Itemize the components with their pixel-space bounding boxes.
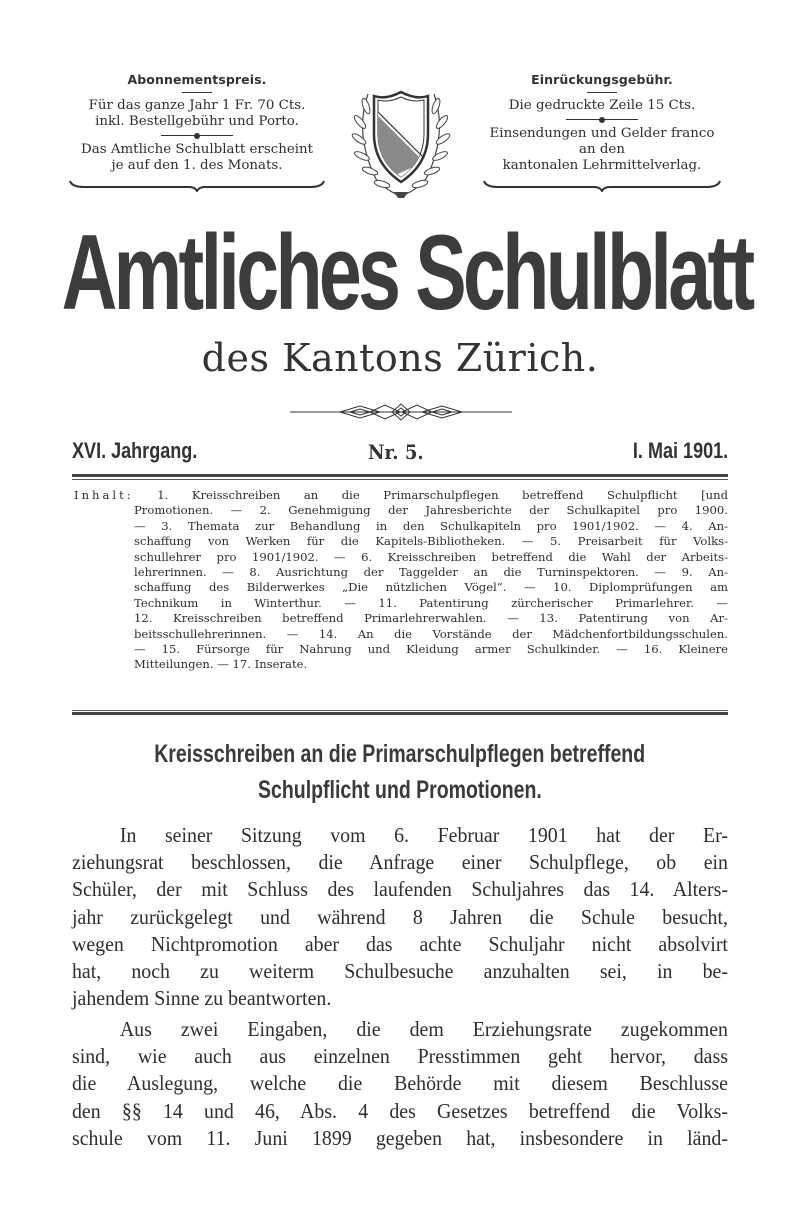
ornamental-divider-icon [290,400,512,424]
paragraph-line: jahendem Sinne zu beantworten. [72,986,332,1011]
issue-number: Nr. 5. [368,440,424,464]
publication-title: Amtliches Schulblatt [61,212,752,332]
volume-label: XVI. Jahrgang. [72,438,198,463]
zurich-coat-of-arms-icon [346,84,456,204]
insertion-heading: Einrückungsgebühr. [531,72,673,87]
insertion-info-box [466,72,738,192]
contents-line: 12. Kreisschreiben betreffend Primarlehrerwahlen. — 13. Patentirung von Ar- [134,611,728,626]
subscription-info-box [62,72,332,192]
paragraph-line: den §§ 14 und 46, Abs. 4 des Gesetzes betreffend die Volks- [72,1098,728,1123]
submission-line-2: an den [579,142,625,157]
contents-line: schaffung des Bilderwerkes „Die nützlichen Vögel“. — 10. Diplomprüfungen am [134,580,728,595]
paragraph-line: jahr zurückgelegt und während 8 Jahren die Schule besucht, [72,904,728,929]
publisher-line: kantonalen Lehrmittelverlag. [502,158,702,173]
double-rule-divider [72,710,728,716]
contents-line: — 3. Themata zur Behandlung in den Schulkapiteln pro 1901/1902. — 4. An- [134,518,728,533]
contents-line: Promotionen. — 2. Genehmigung der Jahresberichte der Schulkapitel pro 1900. [134,503,728,518]
paragraph-line: ziehungsrat beschlossen, die Anfrage einer Schulpflege, ob ein [72,850,728,875]
article-title [60,736,740,808]
paragraph-line: Aus zwei Eingaben, die dem Erziehungsrate zugekommen [119,1017,728,1041]
paragraph-line: die Auslegung, welche die Behörde mit diesem Beschlusse [72,1071,728,1096]
contents-line: schaffung von Werken für die Kapitels-Bibliotheken. — 5. Preisarbeit für Volks- [134,534,728,549]
curly-brace-icon [482,180,722,192]
publication-line: Das Amtliche Schulblatt erscheint [80,142,314,157]
divider [182,92,212,93]
contents-line: lehrerinnen. — 8. Ausrichtung der Taggelder an die Turninspektoren. — 9. An- [134,564,728,579]
paragraph-line: Schüler, der mit Schluss des laufenden Schuljahres das 14. Alters- [72,877,728,902]
issue-date: I. Mai 1901. [632,438,728,463]
article-paragraph [72,1016,728,1152]
double-rule-divider [72,474,728,480]
contents-line: — 15. Fürsorge für Nahrung und Kleidung armer Schulkinder. — 16. Kleinere [134,641,728,656]
publication-date-line: je auf den 1. des Monats. [111,158,283,173]
subscription-fee-line: inkl. Bestellgebühr und Porto. [95,114,299,129]
dot-divider-icon [566,115,638,124]
paragraph-line: wegen Nichtpromotion aber das achte Schuljahr nicht absolvirt [72,931,728,956]
article-paragraph [72,822,728,1012]
issue-info [72,438,728,468]
publication-subtitle: des Kantons Zürich. [201,336,599,380]
curly-brace-icon [68,180,326,192]
contents-line: Technikum in Winterthur. — 11. Patentirung zürcherischer Primarlehrer. — [134,595,728,610]
contents-line: beitsschullehrerinnen. — 14. An die Vorstände der Mädchenfortbildungsschulen. [134,626,728,641]
dot-divider-icon [161,131,233,140]
contents-line: Mitteilungen. — 17. Inserate. [134,657,308,672]
paragraph-line: In seiner Sitzung vom 6. Februar 1901 hat der Er- [119,823,728,847]
contents-label: Inhalt: [74,488,134,502]
divider [587,92,617,93]
contents-line: Inhalt: 1. Kreisschreiben an die Primarschulpflegen betreffend Schulpflicht [und [74,488,728,502]
subscription-heading: Abonnementspreis. [127,72,267,87]
paragraph-line: hat, noch zu weiterm Schulbesuche anzuhalten sei, in be- [72,958,728,983]
table-of-contents [74,488,728,673]
paragraph-line: schule vom 11. Juni 1899 gegeben hat, insbesondere in länd- [72,1125,728,1150]
contents-line: schullehrer pro 1901/1902. — 6. Kreisschreiben betreffend die Wahl der Arbeits- [134,549,728,564]
subscription-price-line: Für das ganze Jahr 1 Fr. 70 Cts. [88,98,306,113]
insertion-price-line: Die gedruckte Zeile 15 Cts. [508,98,696,113]
masthead [60,212,752,380]
submission-line: Einsendungen und Gelder franco [489,126,715,141]
paragraph-line: sind, wie auch aus einzelnen Presstimmen geht hervor, dass [72,1044,728,1069]
article-title-line: Schulpflicht und Promotionen. [258,776,542,804]
article-title-line: Kreisschreiben an die Primarschulpflegen betreffend [154,740,646,768]
